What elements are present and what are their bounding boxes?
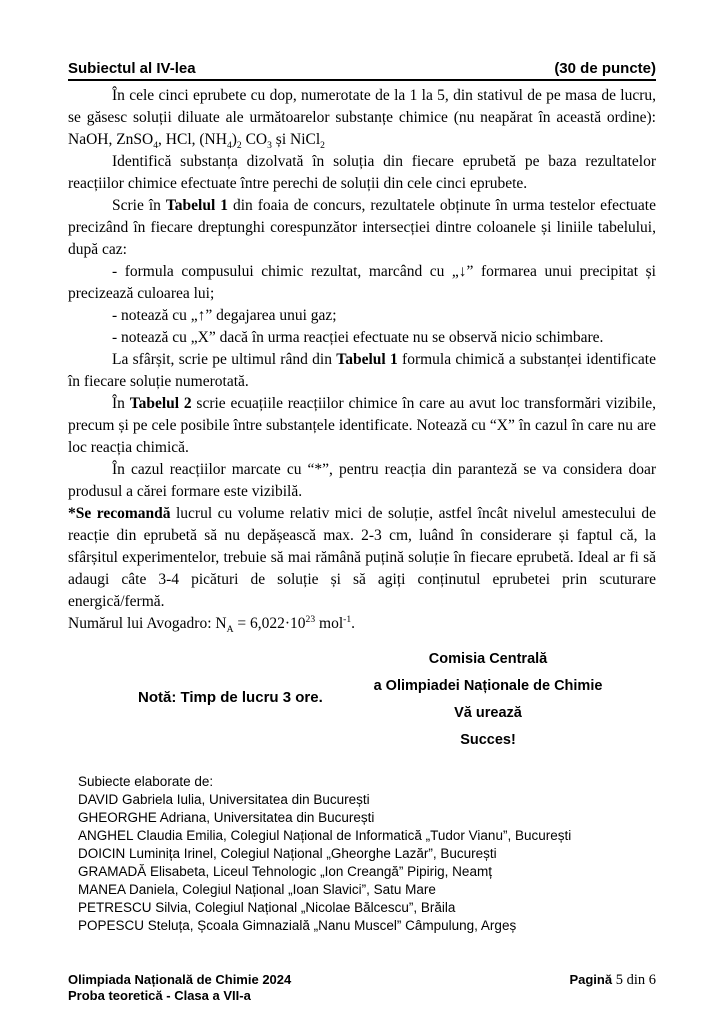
author-item: GHEORGHE Adriana, Universitatea din București	[78, 810, 375, 825]
committee-line-2: a Olimpiadei Naționale de Chimie	[373, 678, 603, 694]
authors-heading: Subiecte elaborate de:	[78, 774, 214, 789]
footer-exam-info: Proba teoretică - Clasa a VII-a	[68, 988, 251, 1003]
work-time-note: Notă: Timp de lucru 3 ore.	[138, 689, 323, 706]
author-item: PETRESCU Silvia, Colegiul Național „Nicolae Bălcescu”, Brăila	[78, 900, 456, 915]
avogadro-note: Numărul lui Avogadro: $N_A = 6,022\cdot 10^{23}$ mol$^{-1}$.	[68, 613, 356, 636]
committee-line-4: Succes!	[460, 732, 516, 748]
paragraph-table1-intro: Scrie în Tabelul 1 din foaia de concurs, rezultatele obținute în urma testelor efectuate precizând în fiecare dreptunghi corespunzător intersecției dintre coloanele și liniile tabelului, după caz:	[68, 197, 656, 258]
committee-line-3: Vă urează	[454, 705, 522, 721]
list-item-precipitate: - formula compusului chimic rezultat, marcând cu „↓” formarea unui precipitat și precizează culoarea lui;	[68, 263, 656, 302]
paragraph-asterisk: În cazul reacțiilor marcate cu “*”, pentru reacția din paranteză se va considera doar produsul a cărei formare este vizibilă.	[68, 461, 656, 500]
page-number	[569, 972, 656, 989]
paragraph-table2: În Tabelul 2 scrie ecuațiile reacțiilor chimice în care au avut loc transformări vizibile, precum și pe cele posibile între substanțele identificate. Notează cu “X” în cazul în care nu are loc reacția chimică.	[68, 395, 657, 456]
recommendation-paragraph: *Se recomandă lucrul cu volume relativ mici de soluție, astfel încât nivelul amestecului de reacție din eprubetă să nu depășească max. 2-3 cm, luând în considerare și faptul că, la sfârșitul experimentelor, trebuie să mai rămână puțină soluție în fiecare eprubetă. Ideal ar fi să adaugi câte 3-4 picături de soluție și să agiți conținutul eprubetei prin scuturare energică/fermă.	[68, 505, 656, 610]
page-number-label: Pagină	[569, 972, 613, 987]
committee-line-1: Comisia Centrală	[428, 651, 548, 667]
paragraph-identify: Identifică substanța dizolvată în soluția din fiecare eprubetă pe baza rezultatelor reacțiilor chimice efectuate între perechi de soluții din cele cinci eprubete.	[68, 153, 656, 192]
committee-block	[338, 649, 638, 757]
author-item: DOICIN Luminița Irinel, Colegiul Național „Gheorghe Lazăr”, București	[78, 846, 497, 861]
footer-left	[68, 972, 291, 1004]
section-points: (30 de puncte)	[554, 60, 656, 77]
author-item: POPESCU Steluța, Școala Gimnazială „Nanu Muscel” Câmpulung, Argeș	[78, 918, 517, 933]
page-number-value: 5 din 6	[615, 972, 656, 988]
paragraph-last-row: La sfârșit, scrie pe ultimul rând din Tabelul 1 formula chimică a substanței identificate în fiecare soluție numerotată.	[68, 351, 656, 390]
paragraph-substances: În cele cinci eprubete cu dop, numerotate de la 1 la 5, din stativul de pe masa de lucru, se găsesc soluții diluate ale următoarelor substanțe chimice (nu neapărat în această ordine): NaOH, ZnSO$_4$, HCl, $(NH_4)_2$ $CO_3$ și NiCl$_2$	[68, 87, 656, 152]
author-item: ANGHEL Claudia Emilia, Colegiul Național de Informatică „Tudor Vianu”, București	[78, 828, 572, 843]
section-header	[68, 60, 656, 81]
author-item: DAVID Gabriela Iulia, Universitatea din București	[78, 792, 370, 807]
section-title: Subiectul al IV-lea	[68, 60, 196, 77]
list-item-no-change: - notează cu „X” dacă în urma reacției efectuate nu se observă nicio schimbare.	[112, 329, 604, 346]
author-item: GRAMADĂ Elisabeta, Liceul Tehnologic „Ion Creangă” Pipirig, Neamț	[78, 864, 492, 879]
authors-block	[68, 773, 656, 935]
author-item: MANEA Daniela, Colegiul Național „Ioan Slavici”, Satu Mare	[78, 882, 436, 897]
footer-olympiad-title: Olimpiada Națională de Chimie 2024	[68, 972, 292, 987]
body-text	[68, 85, 656, 635]
list-item-gas: - notează cu „↑” degajarea unui gaz;	[112, 307, 337, 324]
signature-row	[68, 649, 656, 757]
page-footer	[68, 972, 656, 1004]
